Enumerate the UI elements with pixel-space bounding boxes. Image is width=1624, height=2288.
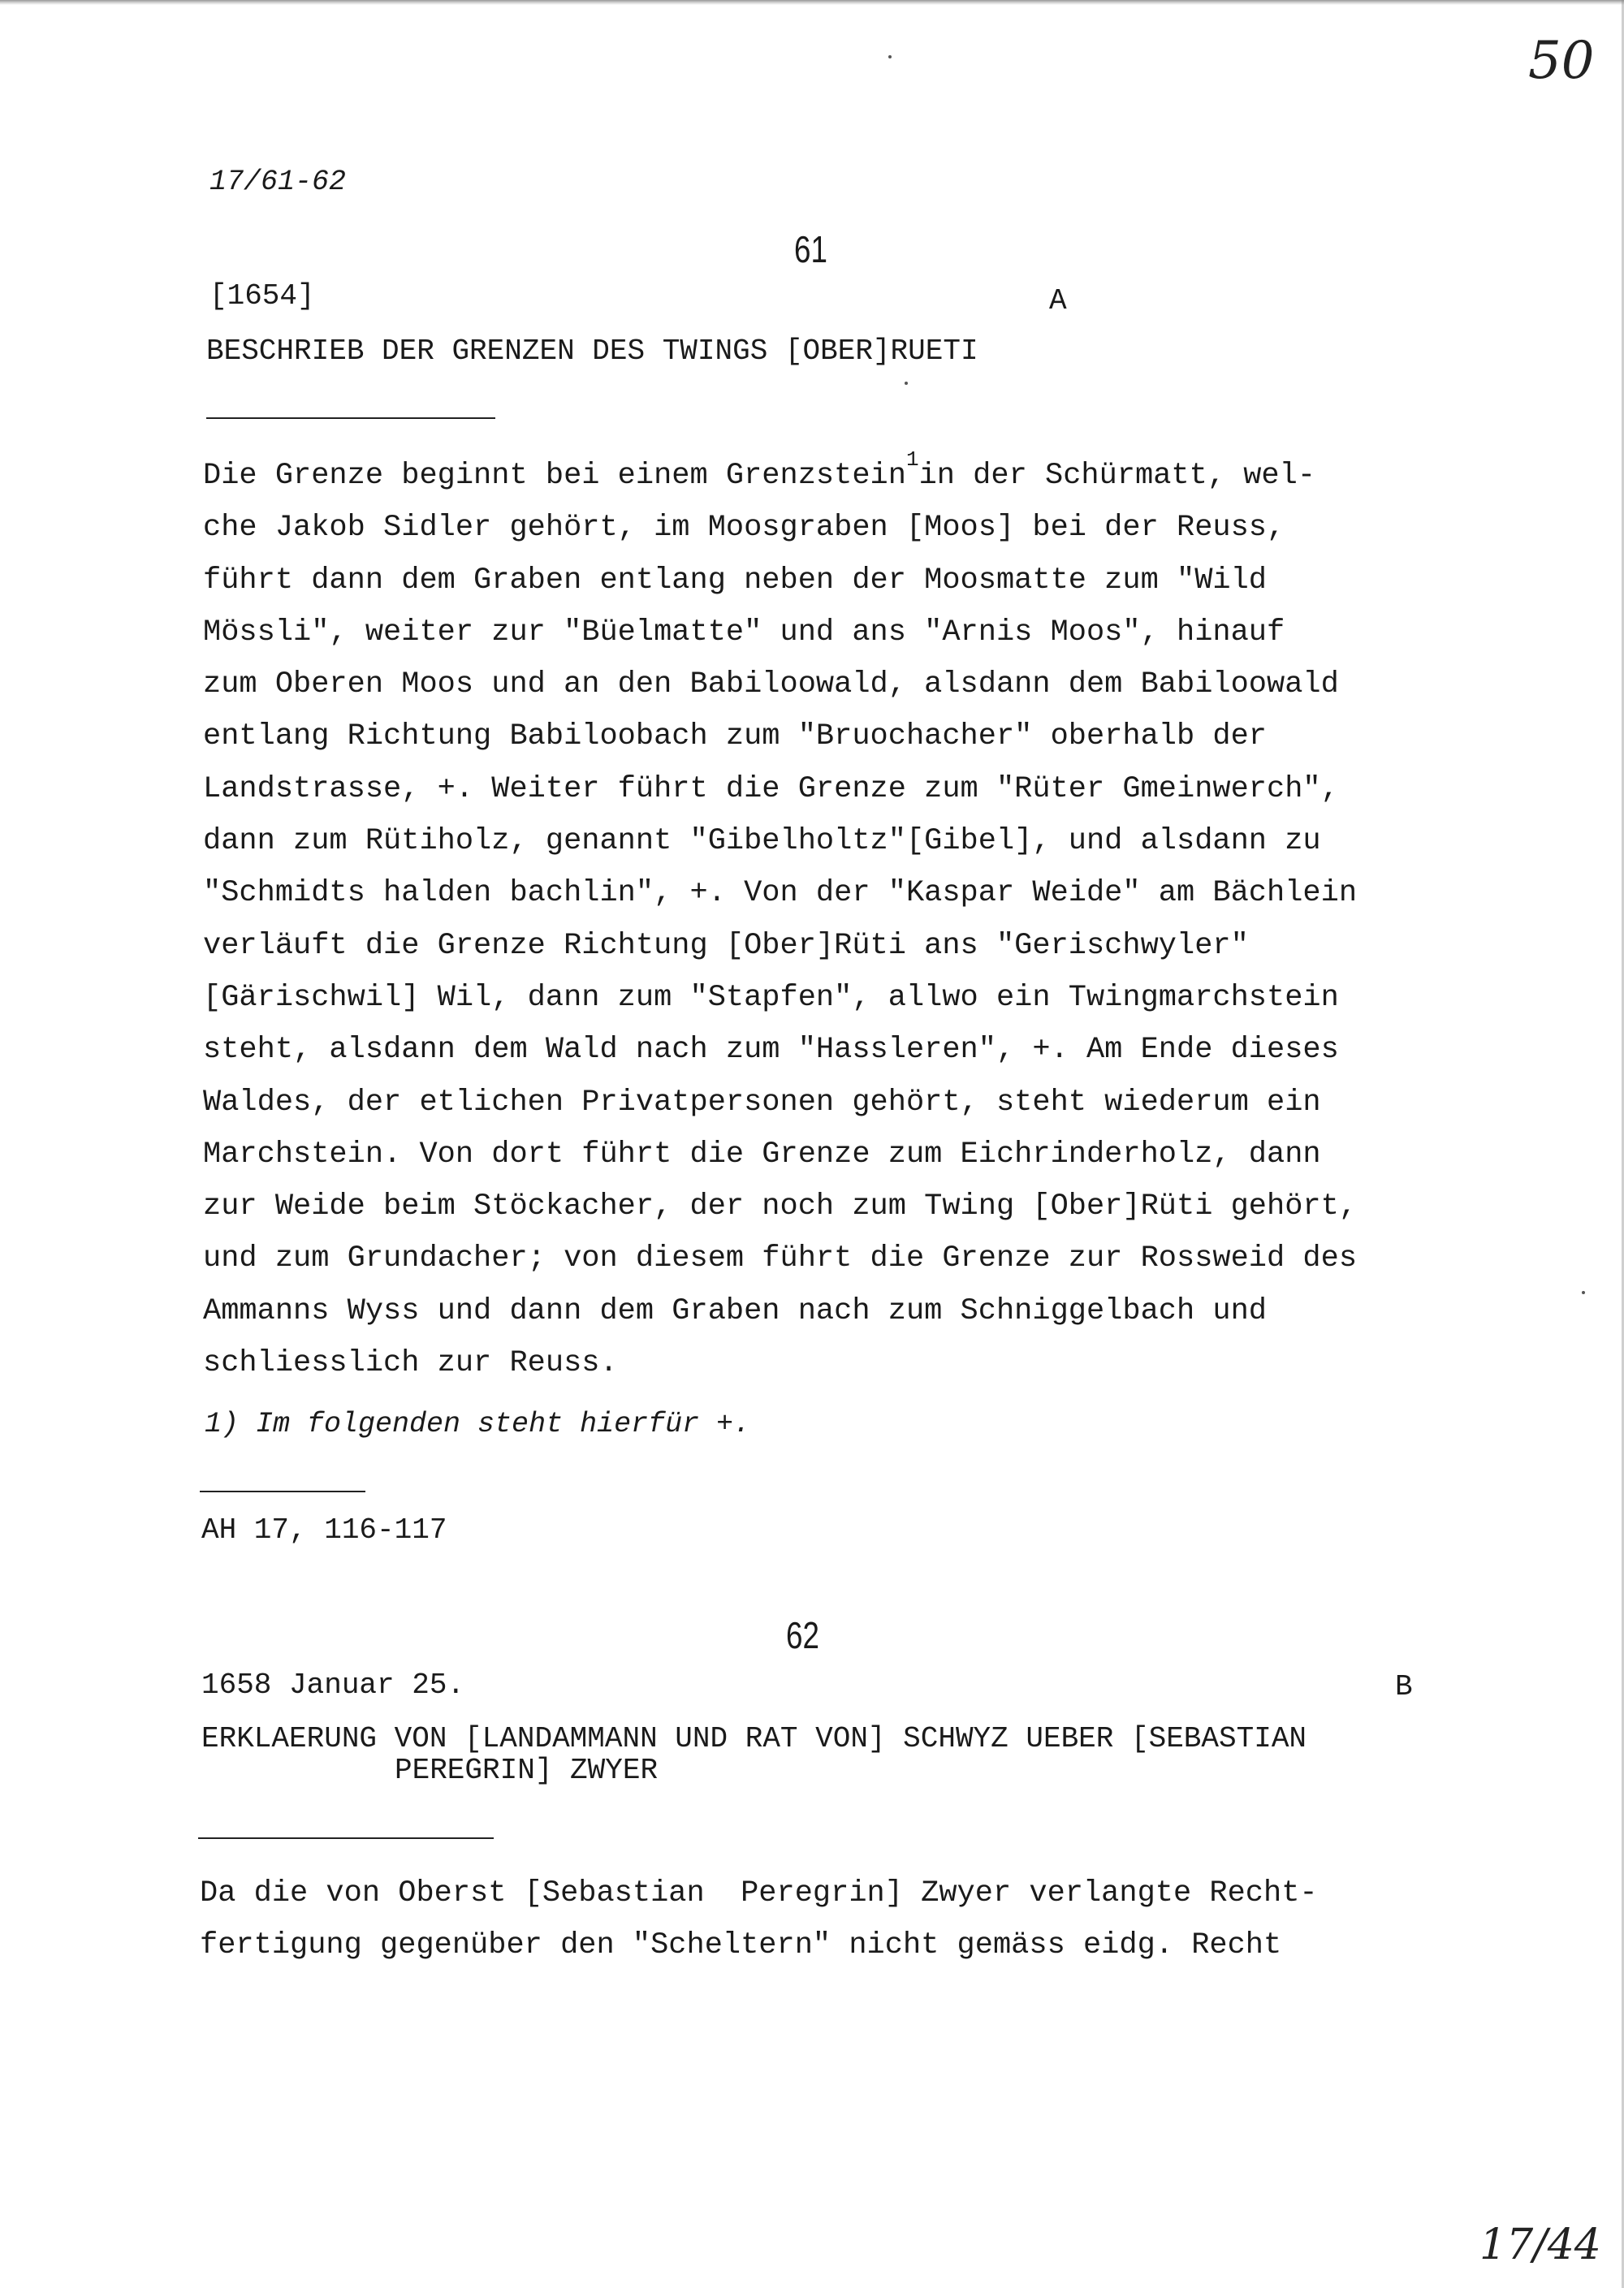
body-line: che Jakob Sidler gehört, im Moosgraben [Moos] bei der Reuss,: [203, 511, 1285, 546]
title-divider: [206, 417, 495, 419]
document-62-body: [200, 1867, 1483, 1972]
body-line: Landstrasse, +. Weiter führt die Grenze zum "Rüter Gmeinwerch",: [203, 771, 1339, 806]
body-line: "Schmidts halden bachlin", +. Von der "Kaspar Weide" am Bächlein: [203, 876, 1358, 911]
body-line: Ammanns Wyss und dann dem Graben nach zum Schniggelbach und: [203, 1293, 1268, 1328]
body-line: verläuft die Grenze Richtung [Ober]Rüti ans "Gerischwyler": [203, 928, 1249, 963]
body-line: Marchstein. Von dort führt die Grenze zum Eichrinderholz, dann: [203, 1137, 1321, 1172]
body-line: dann zum Rütiholz, genannt "Gibelholtz"[Gibel], und alsdann zu: [203, 824, 1321, 859]
body-line: zur Weide beim Stöckacher, der noch zum Twing [Ober]Rüti gehört,: [203, 1189, 1358, 1224]
body-line: Mössli", weiter zur "Büelmatte" und ans "Arnis Moos", hinauf: [203, 615, 1285, 650]
source-divider: [200, 1491, 365, 1492]
body-line: entlang Richtung Babiloobach zum "Bruochacher" oberhalb der: [203, 719, 1268, 754]
document-61-letter: A: [1049, 284, 1067, 317]
handwritten-folio-number: 17/44: [1479, 2221, 1601, 2269]
document-61-body: [203, 447, 1470, 1389]
document-61-title: BESCHRIEB DER GRENZEN DES TWINGS [OBER]RUETI: [206, 335, 978, 368]
source-citation: AH 17, 116-117: [201, 1513, 447, 1547]
body-line: und zum Grundacher; von diesem führt die Grenze zur Rossweid des: [203, 1241, 1358, 1276]
footnote-marker: 1: [905, 447, 919, 472]
body-line: Die Grenze beginnt bei einem Grenzstein$^1$in der Schürmatt, wel-: [203, 447, 1316, 493]
document-62-title-line-2: PEREGRIN] ZWYER: [395, 1754, 659, 1787]
scan-top-edge: [0, 0, 1624, 5]
document-62-date: 1658 Januar 25.: [201, 1669, 465, 1702]
document-number-62: 62: [786, 1614, 819, 1656]
title-divider: [198, 1837, 494, 1839]
body-line: [Gärischwil] Wil, dann zum "Stapfen", allwo ein Twingmarchstein: [203, 980, 1339, 1015]
body-line: Waldes, der etlichen Privatpersonen gehört, steht wiederum ein: [203, 1085, 1321, 1120]
body-line: steht, alsdann dem Wald nach zum "Hassleren", +. Am Ende dieses: [203, 1033, 1339, 1068]
document-reference: 17/61-62: [209, 166, 347, 198]
scan-speck: [905, 382, 908, 385]
body-line: Da die von Oberst [Sebastian Peregrin] Zwyer verlangte Recht-: [200, 1876, 1318, 1910]
document-61-date: [1654]: [209, 279, 315, 313]
document-62-letter: B: [1395, 1670, 1413, 1703]
body-line: fertigung gegenüber den "Scheltern" nicht gemäss eidg. Recht: [200, 1928, 1282, 1963]
scan-speck: [888, 55, 892, 58]
scan-speck: [1582, 1291, 1585, 1294]
document-number-61: 61: [794, 228, 827, 270]
footnote: 1) Im folgenden steht hierfür +.: [205, 1408, 751, 1440]
body-line: zum Oberen Moos und an den Babiloowald, alsdann dem Babiloowald: [203, 667, 1339, 702]
body-line: schliesslich zur Reuss.: [203, 1346, 618, 1381]
document-62-title-line-1: ERKLAERUNG VON [LANDAMMANN UND RAT VON] SCHWYZ UEBER [SEBASTIAN: [201, 1722, 1307, 1755]
body-line: führt dann dem Graben entlang neben der Moosmatte zum "Wild: [203, 563, 1268, 598]
handwritten-page-number: 50: [1528, 31, 1595, 91]
